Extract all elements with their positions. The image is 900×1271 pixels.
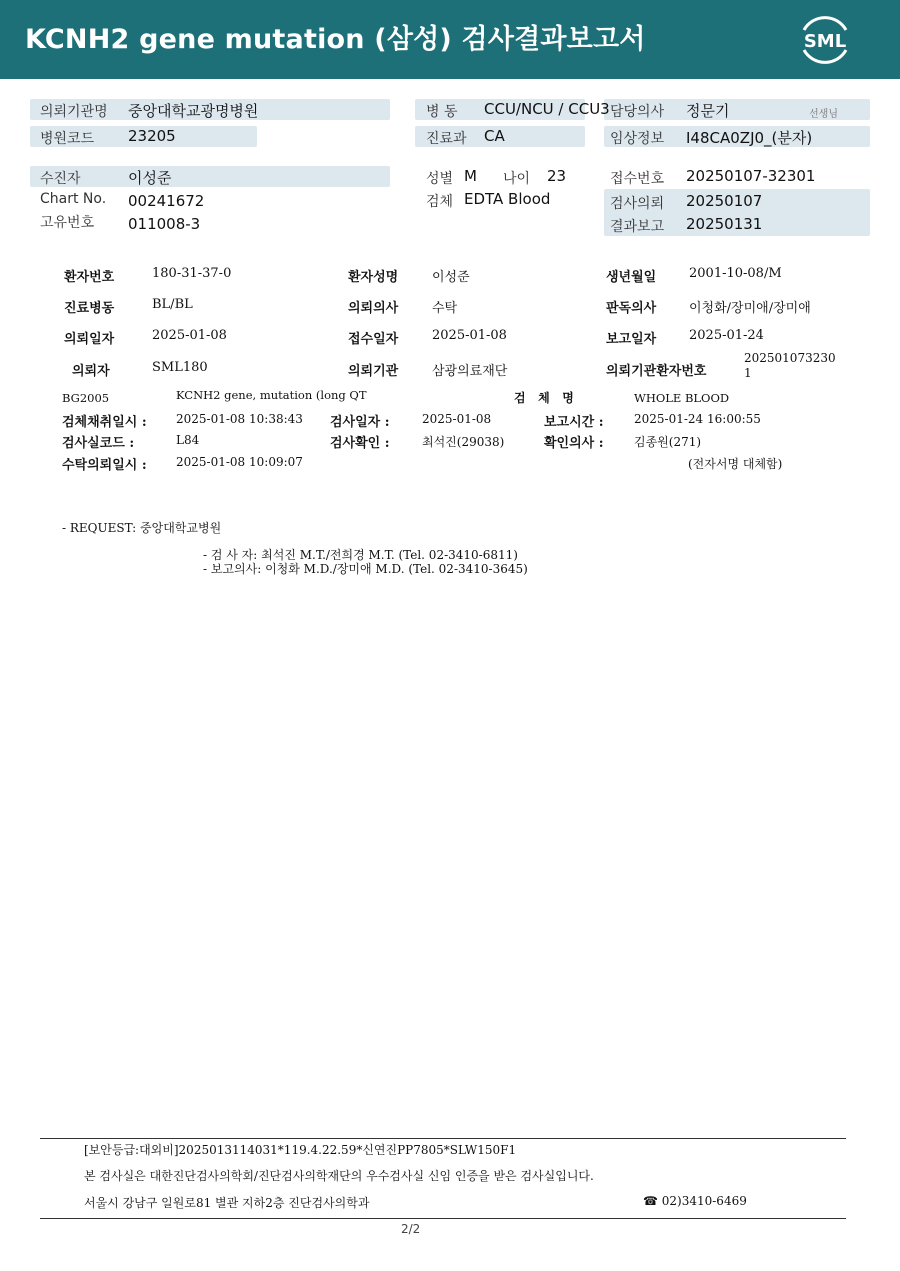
security-line: [보안등급:대외비]2025013114031*119.4.22.59*신연진PP7805*SLW150F1 bbox=[84, 1143, 517, 1157]
specimen-name-value: WHOLE BLOOD bbox=[634, 391, 730, 405]
report-date-value: 20250131 bbox=[686, 215, 763, 233]
institution-value: 중앙대학교광명병원 bbox=[128, 102, 259, 120]
footer-bottom-rule bbox=[40, 1218, 846, 1219]
chart-no-value: 00241672 bbox=[128, 192, 205, 210]
receipt-no-value: 20250107-32301 bbox=[686, 167, 816, 185]
lab-code-label: 검사실코드 : bbox=[62, 436, 135, 451]
ward-report-label: 진료병동 bbox=[64, 301, 115, 316]
birth-label: 생년월일 bbox=[606, 270, 657, 285]
inst-patient-no-value-cont: 1 bbox=[744, 366, 752, 380]
consign-time-label: 수탁의뢰일시 : bbox=[62, 458, 147, 473]
test-confirm-label: 검사확인 : bbox=[330, 436, 390, 451]
patient-label: 수진자 bbox=[40, 171, 81, 187]
ward-value: CCU/NCU / CCU3 bbox=[484, 100, 610, 118]
hospital-code-label: 병원코드 bbox=[40, 131, 95, 147]
report-time-value: 2025-01-24 16:00:55 bbox=[634, 412, 761, 426]
requester-label: 의뢰자 bbox=[72, 364, 110, 379]
patient-box bbox=[30, 166, 390, 187]
hospital-code-value: 23205 bbox=[128, 127, 176, 145]
doctor-suffix: 선생님 bbox=[809, 109, 838, 120]
age-label: 나이 bbox=[503, 171, 531, 187]
request-date-label: 검사의뢰 bbox=[610, 196, 665, 212]
confirm-doctor-value: 김종원(271) bbox=[634, 435, 702, 449]
inst-patient-no-value: 202501073230 bbox=[744, 351, 836, 365]
collect-time-label: 검체채취일시 : bbox=[62, 415, 147, 430]
test-code: BG2005 bbox=[62, 391, 110, 405]
receipt-date-label: 접수일자 bbox=[348, 332, 399, 347]
requesting-inst-label: 의뢰기관 bbox=[348, 364, 399, 379]
unique-no-label: 고유번호 bbox=[40, 215, 95, 231]
specimen-value: EDTA Blood bbox=[464, 190, 551, 208]
address-line: 서울시 강남구 일원로81 별관 지하2층 진단검사의학과 bbox=[84, 1196, 370, 1210]
report-time-label: 보고시간 : bbox=[544, 415, 604, 430]
age-value: 23 bbox=[547, 167, 567, 185]
doctor-label: 담당의사 bbox=[610, 104, 665, 120]
sex-label: 성별 bbox=[426, 171, 454, 187]
request-line: - REQUEST: 중앙대학교병원 bbox=[62, 521, 222, 535]
order-date-value: 2025-01-08 bbox=[152, 328, 227, 343]
reading-doctor-label: 판독의사 bbox=[606, 301, 657, 316]
ward-report-value: BL/BL bbox=[152, 297, 193, 312]
reporter-line: - 보고의사: 이청화 M.D./장미애 M.D. (Tel. 02-3410-3645) bbox=[203, 562, 528, 576]
birth-value: 2001-10-08/M bbox=[689, 266, 782, 281]
dept-label: 진료과 bbox=[426, 131, 467, 147]
inst-patient-no-label: 의뢰기관환자번호 bbox=[606, 364, 707, 379]
specimen-label: 검체 bbox=[426, 194, 454, 210]
requesting-inst-value: 삼광의료재단 bbox=[432, 364, 508, 379]
patient-name-label: 환자성명 bbox=[348, 270, 399, 285]
collect-time-value: 2025-01-08 10:38:43 bbox=[176, 412, 303, 426]
certification-line: 본 검사실은 대한진단검사의학회/진단검사의학재단의 우수검사실 신임 인증을 받은 검사실입니다. bbox=[84, 1169, 594, 1183]
test-date-label: 검사일자 : bbox=[330, 415, 390, 430]
patient-no-label: 환자번호 bbox=[64, 270, 115, 285]
doctor-value: 정문기 bbox=[686, 102, 730, 120]
chart-no-label: Chart No. bbox=[40, 191, 107, 207]
reading-doctor-value: 이청화/장미애/장미애 bbox=[689, 301, 811, 316]
test-confirm-value: 최석진(29038) bbox=[422, 435, 505, 449]
footer-top-rule bbox=[40, 1138, 846, 1139]
patient-name-value: 이성준 bbox=[432, 270, 470, 285]
e-signature-note: (전자서명 대체함) bbox=[688, 457, 783, 471]
receipt-date-value: 2025-01-08 bbox=[432, 328, 507, 343]
phone-line: ☎ 02)3410-6469 bbox=[643, 1194, 747, 1208]
dept-value: CA bbox=[484, 127, 505, 145]
confirm-doctor-label: 확인의사 : bbox=[544, 436, 604, 451]
patient-value: 이성준 bbox=[128, 169, 172, 187]
report-day-value: 2025-01-24 bbox=[689, 328, 764, 343]
patient-no-value: 180-31-37-0 bbox=[152, 266, 232, 281]
unique-no-value: 011008-3 bbox=[128, 215, 201, 233]
requester-value: SML180 bbox=[152, 360, 208, 375]
specimen-name-label: 검 체 명 bbox=[514, 391, 574, 405]
ordering-doctor-label: 의뢰의사 bbox=[348, 301, 399, 316]
test-date-value: 2025-01-08 bbox=[422, 412, 492, 426]
clinical-value: I48CA0ZJ0_(분자) bbox=[686, 129, 813, 147]
report-title: KCNH2 gene mutation (삼성) 검사결과보고서 bbox=[25, 24, 646, 55]
test-name: KCNH2 gene, mutation (long QT bbox=[176, 388, 367, 402]
report-date-label: 결과보고 bbox=[610, 219, 665, 235]
ward-label: 병 동 bbox=[426, 104, 458, 120]
sml-logo-icon bbox=[796, 12, 854, 68]
tester-line: - 검 사 자: 최석진 M.T./전희경 M.T. (Tel. 02-3410-6811) bbox=[203, 548, 518, 562]
order-date-label: 의뢰일자 bbox=[64, 332, 115, 347]
lab-code-value: L84 bbox=[176, 433, 200, 447]
logo-text: SML bbox=[803, 31, 847, 52]
institution-label: 의뢰기관명 bbox=[40, 104, 108, 120]
report-day-label: 보고일자 bbox=[606, 332, 657, 347]
page-number: 2/2 bbox=[401, 1222, 421, 1236]
consign-time-value: 2025-01-08 10:09:07 bbox=[176, 455, 303, 469]
clinical-label: 임상정보 bbox=[610, 131, 665, 147]
header-bar bbox=[0, 0, 900, 79]
sex-value: M bbox=[464, 167, 477, 185]
ordering-doctor-value: 수탁 bbox=[432, 301, 458, 316]
receipt-no-label: 접수번호 bbox=[610, 171, 665, 187]
request-date-value: 20250107 bbox=[686, 192, 763, 210]
